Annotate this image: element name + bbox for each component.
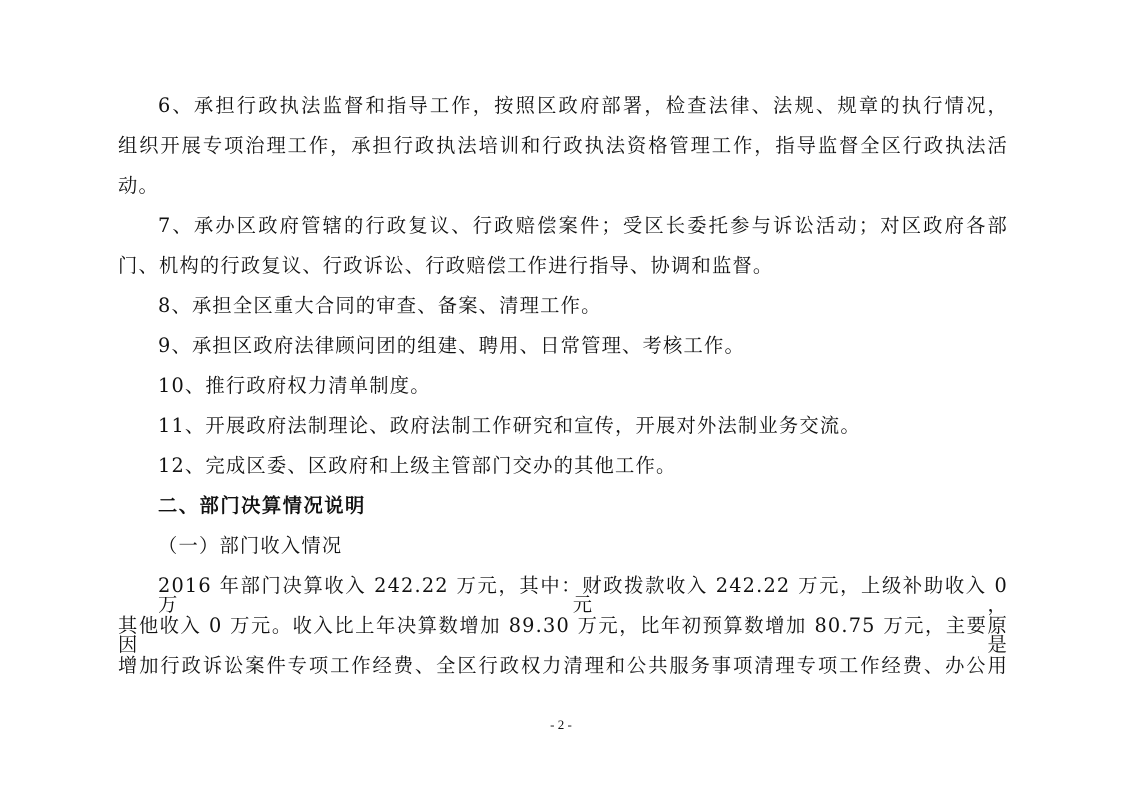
paragraph-12: 12、完成区委、区政府和上级主管部门交办的其他工作。 [158,454,677,477]
section-heading: 二、部门决算情况说明 [158,494,366,517]
paragraph-6-line-1: 6、承担行政执法监督和指导工作，按照区政府部署，检查法律、法规、规章的执行情况， [158,94,1008,117]
income-line-1: 2016 年部门决算收入 242.22 万元，其中：财政拨款收入 242.22 万元，上级补助收入 0 万元， [158,574,1008,617]
paragraph-8: 8、承担全区重大合同的审查、备案、清理工作。 [158,294,602,317]
paragraph-7-line-2: 门、机构的行政复议、行政诉讼、行政赔偿工作进行指导、协调和监督。 [118,254,774,277]
income-line-3: 增加行政诉讼案件专项工作经费、全区行政权力清理和公共服务事项清理专项工作经费、办公用 [118,654,1008,677]
paragraph-6-line-2: 组织开展专项治理工作，承担行政执法培训和行政执法资格管理工作，指导监督全区行政执法活 [118,134,1008,157]
paragraph-9: 9、承担区政府法律顾问团的组建、聘用、日常管理、考核工作。 [158,334,745,357]
subsection-heading: （一）部门收入情况 [158,534,343,557]
income-line-2: 其他收入 0 万元。收入比上年决算数增加 89.30 万元，比年初预算数增加 80.75 万元，主要原因是 [118,614,1008,657]
page-number: - 2 - [550,717,572,732]
paragraph-10: 10、推行政府权力清单制度。 [158,374,431,397]
paragraph-7-line-1: 7、承办区政府管辖的行政复议、行政赔偿案件；受区长委托参与诉讼活动；对区政府各部 [158,214,1008,237]
paragraph-6-line-3: 动。 [118,174,159,197]
paragraph-11: 11、开展政府法制理论、政府法制工作研究和宣传，开展对外法制业务交流。 [158,414,861,437]
